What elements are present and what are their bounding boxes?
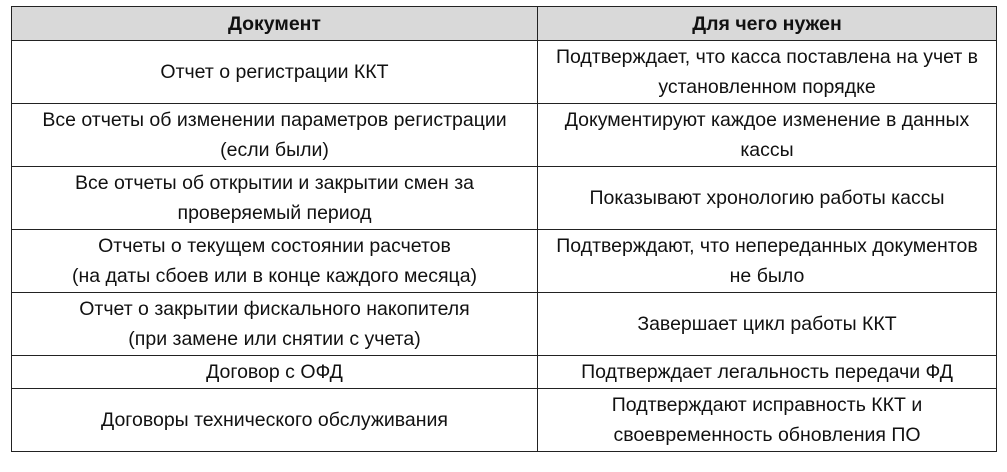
purpose-cell (538, 293, 997, 356)
table-header-row (12, 7, 997, 41)
document-text: Отчет о регистрации ККТ (160, 61, 389, 83)
documents-table (11, 6, 997, 452)
table-row (12, 41, 997, 104)
document-cell (12, 104, 538, 167)
purpose-text: Подтверждает, что касса поставлена на учет в (555, 46, 979, 68)
purpose-text: своевременность обновления ПО (613, 424, 921, 446)
purpose-text: Завершает цикл работы ККТ (637, 313, 897, 335)
document-text: (если были) (220, 139, 329, 161)
document-text: Отчет о закрытии фискального накопителя (79, 298, 470, 320)
document-cell (12, 293, 538, 356)
document-text: (при замене или снятии с учета) (128, 328, 421, 350)
purpose-text: Подтверждают, что непереданных документов (556, 235, 978, 257)
document-text: Отчеты о текущем состоянии расчетов (98, 235, 451, 257)
purpose-cell (538, 104, 997, 167)
purpose-text: Показывают хронологию работы кассы (589, 187, 945, 209)
document-text: (на даты сбоев или в конце каждого месяца) (71, 265, 478, 287)
header-document: Документ (12, 7, 538, 41)
purpose-text: Подтверждает легальность передачи ФД (581, 361, 953, 383)
document-cell (12, 356, 538, 389)
document-cell (12, 41, 538, 104)
document-cell (12, 230, 538, 293)
document-text: Все отчеты об изменении параметров регистрации (42, 109, 507, 131)
table-row (12, 356, 997, 389)
table-row (12, 167, 997, 230)
purpose-text: Документируют каждое изменение в данных (564, 109, 970, 131)
purpose-cell (538, 41, 997, 104)
document-cell (12, 167, 538, 230)
table-row (12, 389, 997, 452)
table-row (12, 230, 997, 293)
purpose-cell (538, 389, 997, 452)
document-text: Договор с ОФД (206, 361, 343, 383)
table-row (12, 293, 997, 356)
table-row (12, 104, 997, 167)
document-text: Все отчеты об открытии и закрытии смен за (75, 172, 474, 194)
document-text: проверяемый период (177, 202, 372, 224)
document-cell (12, 389, 538, 452)
purpose-cell (538, 167, 997, 230)
purpose-text: кассы (740, 139, 794, 161)
purpose-cell (538, 230, 997, 293)
purpose-text: не было (729, 265, 805, 287)
purpose-text: установленном порядке (658, 76, 876, 98)
document-text: Договоры технического обслуживания (101, 409, 448, 431)
header-purpose: Для чего нужен (538, 7, 997, 41)
purpose-text: Подтверждают исправность ККТ и (611, 394, 923, 416)
purpose-cell (538, 356, 997, 389)
